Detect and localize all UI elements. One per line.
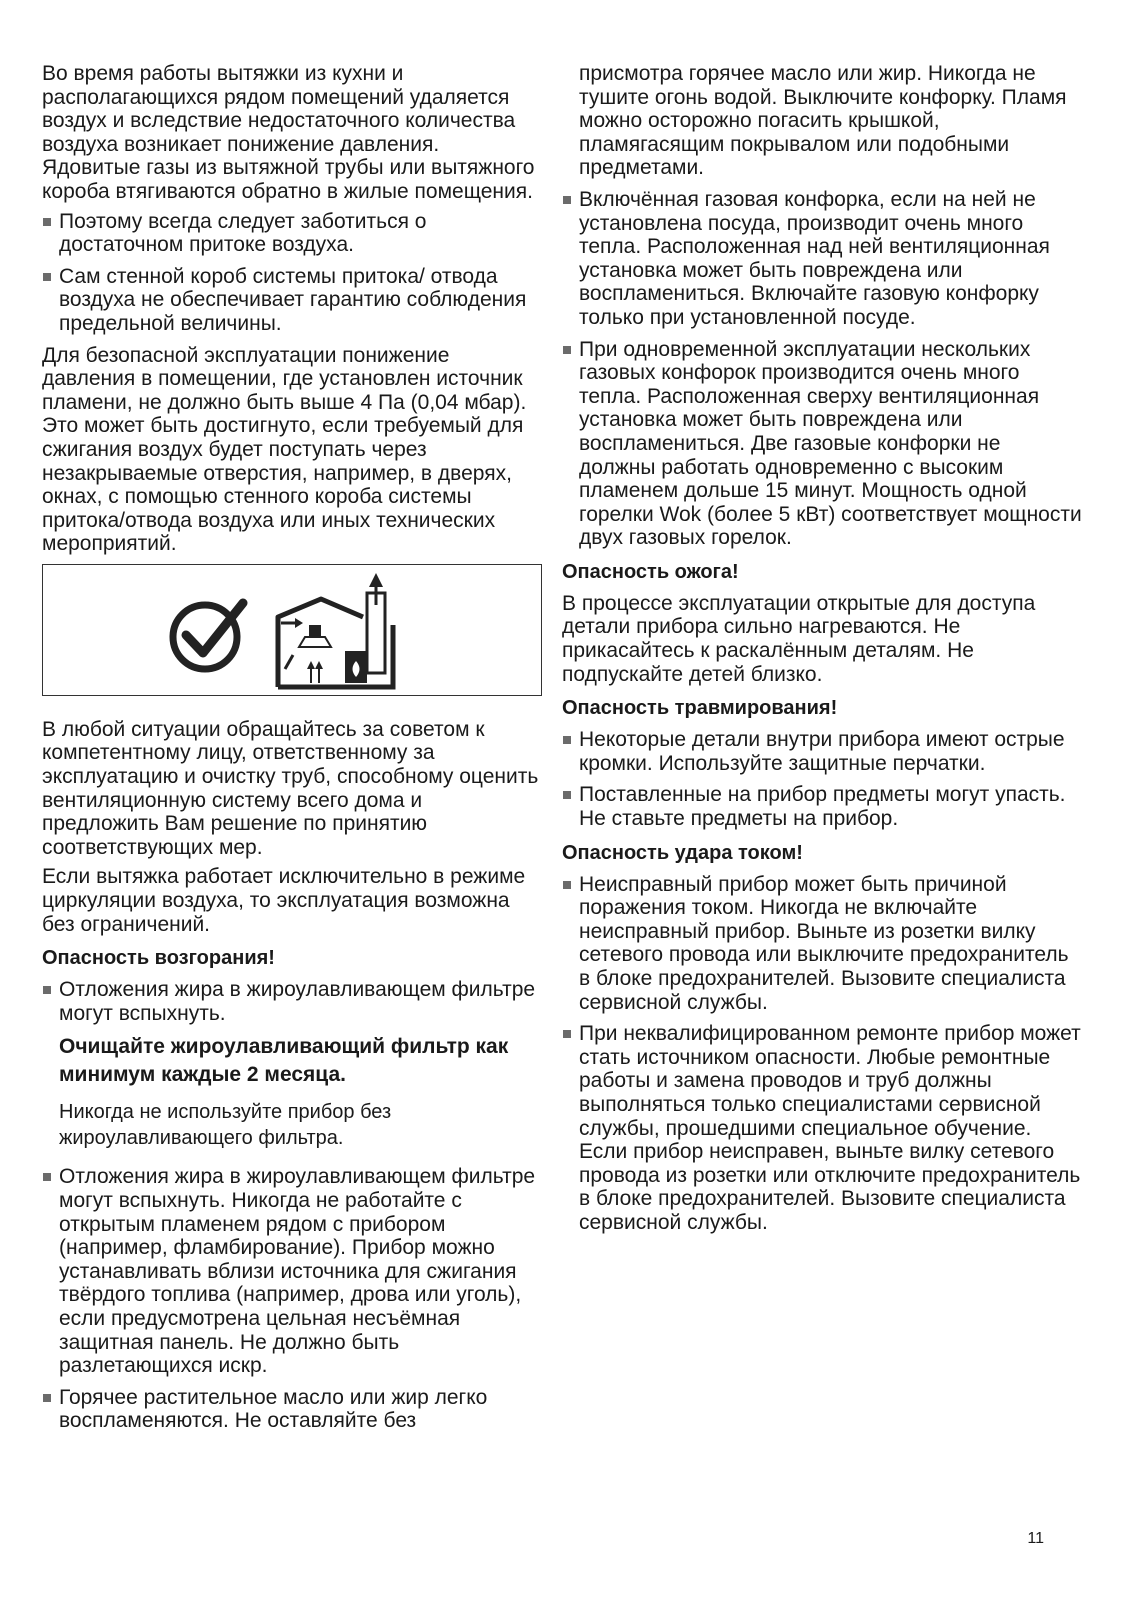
filter-cleaning-note: Очищайте жироулавливающий фильтр как минимум каждые 2 месяца. — [59, 1035, 509, 1087]
burn-danger-heading: Опасность ожога! — [562, 560, 739, 583]
right-column — [562, 62, 1082, 1243]
list-item: Некоторые детали внутри прибора имеют острые кромки. Используйте защитные перчатки. — [562, 728, 1082, 775]
fire-danger-heading: Опасность возгорания! — [42, 947, 275, 970]
list-item: Поэтому всегда следует заботиться о достаточном притоке воздуха. — [42, 210, 542, 257]
recirculation-paragraph: Если вытяжка работает исключительно в режиме циркуляции воздуха, то эксплуатация возможна без ограничений. — [42, 865, 526, 936]
list-item: Неисправный прибор может быть причиной поражения током. Никогда не включайте неисправный прибор. Выньте из розетки вилку сетевого провода или выключите предохранитель в блоке предохранителей. Вызовите специалиста сервисной службы. — [562, 873, 1082, 1015]
page-number: 11 — [1027, 1530, 1044, 1547]
list-item: Горячее растительное масло или жир легко воспламеняются. Не оставляйте без — [42, 1386, 542, 1433]
ventilation-illustration — [42, 564, 542, 696]
burn-paragraph: В процессе эксплуатации открытые для доступа детали прибора сильно нагреваются. Не прикасайтесь к раскалённым деталям. Не подпускайте детей близко. — [562, 591, 1036, 686]
continued-text: присмотра горячее масло или жир. Никогда не тушите огонь водой. Выключите конфорку. Пламя можно осторожно погасить крышкой, пламягасящим покрывалом или подобными предметами. — [579, 62, 1067, 180]
ventilation-diagram-icon — [43, 565, 518, 695]
list-item: Включённая газовая конфорка, если на ней не установлена посуда, производит очень много тепла. Расположенная над ней вентиляционная установка может быть повреждена или воспламениться. Включайте газовую конфорку только при установленной посуде. — [562, 188, 1082, 330]
advice-paragraph: В любой ситуации обращайтесь за советом к компетентному лицу, ответственному за эксплуатацию и очистку труб, способному оценить вентиляционную систему всего дома и предложить Вам решение по принятию соответствующих мер. — [42, 717, 539, 859]
pressure-paragraph: Для безопасной эксплуатации понижение давления в помещении, где установлен источник пламени, не должно быть выше 4 Па (0,04 мбар). Это может быть достигнуто, если требуемый для сжигания воздух будет поступать через незакрываемые отверстия, например, в дверях, окнах, с помощью стенного короба системы притока/отвода воздуха или иных технических мероприятий. — [42, 343, 527, 556]
list-item: Отложения жира в жироулавливающем фильтре могут вспыхнуть. — [42, 978, 542, 1025]
list-item: При одновременной эксплуатации нескольких газовых конфорок производится очень много тепла. Расположенная сверху вентиляционная установка может быть повреждена или воспламениться. Две газовые конфорки не должны работать одновременно с высоким пламенем дольше 15 минут. Мощность одной горелки Wok (более 5 кВт) соответствует мощности двух газовых горелок. — [562, 338, 1082, 550]
list-item: При неквалифицированном ремонте прибор может стать источником опасности. Любые ремонтные работы и замена проводов и труб должны выполняться только специалистами сервисной службы, прошедшими специальное обучение. Если прибор неисправен, выньте вилку сетевого провода из розетки или отключите предохранитель в блоке предохранителей. Вызовите специалиста сервисной службы. — [562, 1022, 1082, 1234]
list-item: Отложения жира в жироулавливающем фильтре могут вспыхнуть. Никогда не работайте с открытым пламенем рядом с прибором (например, фламбирование). Прибор можно устанавливать вблизи источника для сжигания твёрдого топлива (например, дрова или уголь), если предусмотрена цельная несъёмная защитная панель. Не должно быть разлетающихся искр. — [42, 1165, 542, 1377]
list-item: Сам стенной короб системы притока/ отвода воздуха не обеспечивает гарантию соблюдения предельной величины. — [42, 265, 542, 336]
injury-danger-heading: Опасность травмирования! — [562, 697, 838, 720]
intro-paragraph: Во время работы вытяжки из кухни и располагающихся рядом помещений удаляется воздух и вследствие недостаточного количества воздуха возникает понижение давления. Ядовитые газы из вытяжной трубы или вытяжного короба втягиваются обратно в жилые помещения. — [42, 62, 535, 203]
filter-usage-note: Никогда не используйте прибор без жироулавливающего фильтра. — [59, 1101, 392, 1150]
left-column — [42, 62, 542, 1441]
shock-danger-heading: Опасность удара током! — [562, 841, 803, 864]
list-item: Поставленные на прибор предметы могут упасть. Не ставьте предметы на прибор. — [562, 783, 1082, 830]
